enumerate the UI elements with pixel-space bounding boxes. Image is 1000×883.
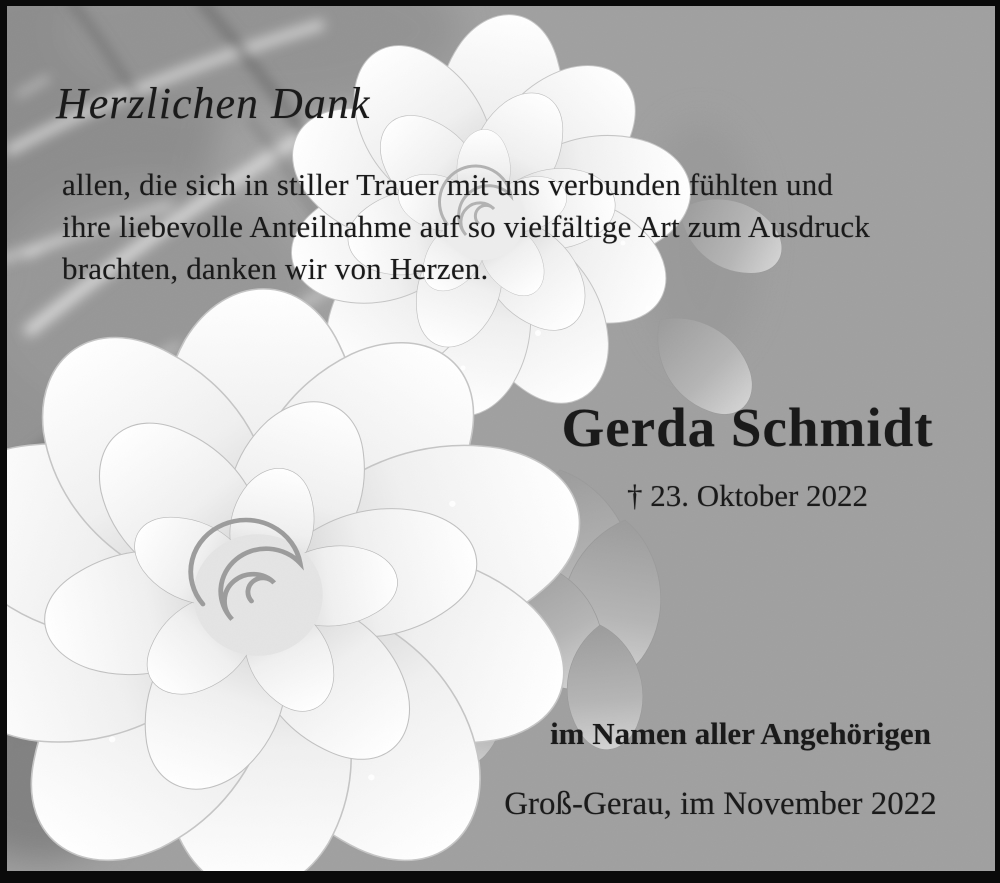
thanks-line-1: allen, die sich in stiller Trauer mit uns verbunden fühlten und [62, 167, 834, 202]
thanks-line-2: ihre liebevolle Anteilnahme auf so vielfältige Art zum Ausdruck [62, 209, 871, 244]
place-and-month: Groß-Gerau, im November 2022 [504, 786, 937, 822]
headline: Herzlichen Dank [56, 79, 371, 128]
deceased-name: Gerda Schmidt [561, 397, 934, 458]
closing-attribution: im Namen aller Angehörigen [550, 716, 931, 751]
thanks-line-3: brachten, danken wir von Herzen. [62, 251, 489, 286]
thanks-paragraph [62, 164, 870, 290]
death-date: † 23. Oktober 2022 [626, 478, 869, 513]
